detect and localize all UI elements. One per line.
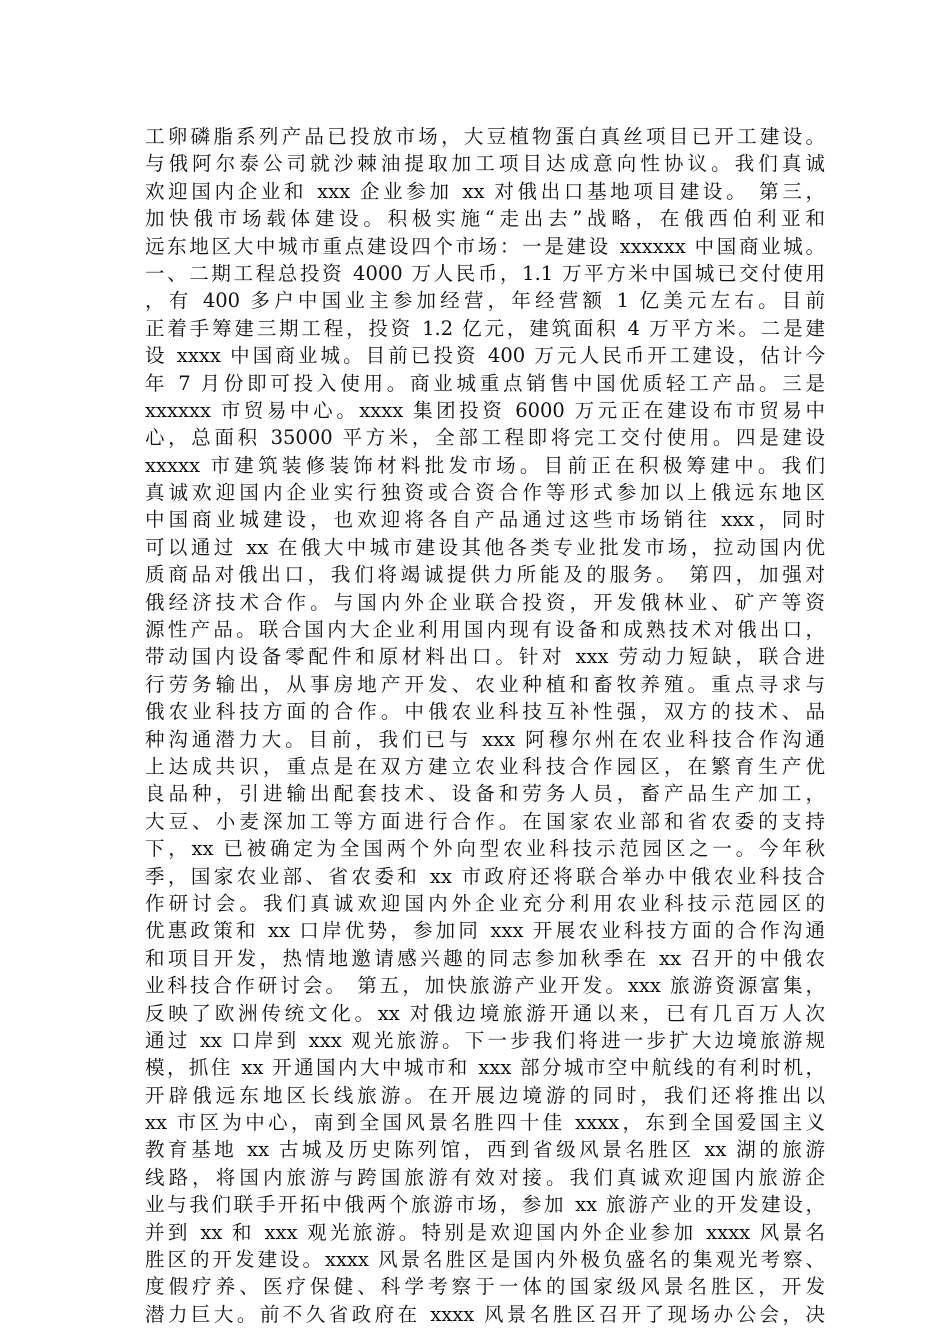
text-line: 带动国内设备零配件和原材料出口。针对 xxx 劳动力短缺，联合进 (145, 645, 825, 669)
text-line: 行劳务输出，从事房地产开发、农业种植和畜牧养殖。重点寻求与 (145, 672, 825, 696)
text-line: 下，xx 已被确定为全国两个外向型农业科技示范园区之一。今年秋 (145, 837, 825, 861)
text-line: 上达成共识，重点是在双方建立农业科技合作园区，在繁育生产优 (145, 754, 825, 778)
text-line: xxxxx 市建筑装修装饰材料批发市场。目前正在积极筹建中。我们 (145, 453, 825, 477)
text-line: 种沟通潜力大。目前，我们已与 xxx 阿穆尔州在农业科技合作沟通 (145, 727, 825, 751)
body-text (145, 123, 825, 1328)
text-line: 度假疗养、医疗保健、科学考察于一体的国家级风景名胜区，开发 (145, 1275, 825, 1299)
text-line: 线路，将国内旅游与跨国旅游有效对接。我们真诚欢迎国内旅游企 (145, 1165, 825, 1189)
text-line: 并到 xx 和 xxx 观光旅游。特别是欢迎国内外企业参加 xxxx 风景名 (145, 1220, 825, 1244)
text-line: 工卵磷脂系列产品已投放市场，大豆植物蛋白真丝项目已开工建设。 (145, 125, 825, 148)
text-line: 远东地区大中城市重点建设四个市场：一是建设 xxxxxx 中国商业城。 (145, 234, 825, 258)
text-line: xxxxxx 市贸易中心。xxxx 集团投资 6000 万元正在建设布市贸易中 (145, 398, 825, 422)
text-line: 季，国家农业部、省农委和 xx 市政府还将联合举办中俄农业科技合 (145, 864, 825, 888)
text-line: 胜区的开发建设。xxxx 风景名胜区是国内外极负盛名的集观光考察、 (145, 1248, 825, 1272)
text-line: 欢迎国内企业和 xxx 企业参加 xx 对俄出口基地项目建设。 第三， (145, 179, 825, 203)
text-line: xx 市区为中心，南到全国风景名胜四十佳 xxxx，东到全国爱国主义 (145, 1111, 825, 1135)
text-line: 教育基地 xx 古城及历史陈列馆，西到省级风景名胜区 xx 湖的旅游 (145, 1138, 825, 1162)
text-line: 反映了欧洲传统文化。xx 对俄边境旅游开通以来，已有几百万人次 (145, 1001, 825, 1025)
text-line: 俄经济技术合作。与国内外企业联合投资，开发俄林业、矿产等资 (145, 590, 825, 614)
text-line: 心，总面积 35000 平方米，全部工程即将完工交付使用。四是建设 (145, 426, 825, 450)
text-line: 模，抓住 xx 开通国内大中城市和 xxx 部分城市空中航线的有利时机， (145, 1056, 825, 1080)
text-line: ，有 400 多户中国业主参加经营，年经营额 1 亿美元左右。目前 (145, 289, 825, 313)
text-line: 设 xxxx 中国商业城。目前已投资 400 万元人民币开工建设，估计今 (145, 344, 825, 368)
text-line: 正着手筹建三期工程，投资 1.2 亿元，建筑面积 4 万平方米。二是建 (145, 316, 825, 340)
text-line: 中国商业城建设，也欢迎将各自产品通过这些市场销往 xxx，同时 (145, 508, 825, 532)
text-line: 通过 xx 口岸到 xxx 观光旅游。下一步我们将进一步扩大边境旅游规 (145, 1028, 825, 1052)
text-line: 潜力巨大。前不久省政府在 xxxx 风景名胜区召开了现场办公会，决 (145, 1302, 825, 1326)
text-line: 和项目开发，热情地邀请感兴趣的同志参加秋季在 xx 召开的中俄农 (145, 946, 825, 970)
text-line: 大豆、小麦深加工等方面进行合作。在国家农业部和省农委的支持 (145, 809, 825, 833)
text-line: 良品种，引进输出配套技术、设备和劳务人员，畜产品生产加工， (145, 782, 825, 806)
text-line: 优惠政策和 xx 口岸优势，参加同 xxx 开展农业科技方面的合作沟通 (145, 919, 825, 943)
text-line: 俄农业科技方面的合作。中俄农业科技互补性强，双方的技术、品 (145, 700, 825, 724)
text-line: 可以通过 xx 在俄大中城市建设其他各类专业批发市场，拉动国内优 (145, 535, 825, 559)
text-line: 业与我们联手开拓中俄两个旅游市场，参加 xx 旅游产业的开发建设， (145, 1193, 825, 1217)
text-line: 业科技合作研讨会。 第五，加快旅游产业开发。xxx 旅游资源富集， (145, 974, 825, 998)
text-line: 质商品对俄出口，我们将竭诚提供力所能及的服务。 第四，加强对 (145, 563, 825, 587)
text-line: 年 7 月份即可投入使用。商业城重点销售中国优质轻工产品。三是 (145, 371, 825, 395)
text-line: 源性产品。联合国内大企业利用国内现有设备和成熟技术对俄出口， (145, 618, 825, 642)
text-line: 一、二期工程总投资 4000 万人民币，1.1 万平方米中国城已交付使用 (145, 261, 825, 285)
text-line: 开辟俄远东地区长线旅游。在开展边境游的同时，我们还将推出以 (145, 1083, 825, 1107)
text-line: 与俄阿尔泰公司就沙棘油提取加工项目达成意向性协议。我们真诚 (145, 152, 825, 176)
text-line: 作研讨会。我们真诚欢迎国内外企业充分利用农业科技示范园区的 (145, 891, 825, 915)
text-line: 真诚欢迎国内企业实行独资或合资合作等形式参加以上俄远东地区 (145, 481, 825, 505)
text-line: 加快俄市场载体建设。积极实施“走出去”战略，在俄西伯利亚和 (145, 207, 825, 231)
